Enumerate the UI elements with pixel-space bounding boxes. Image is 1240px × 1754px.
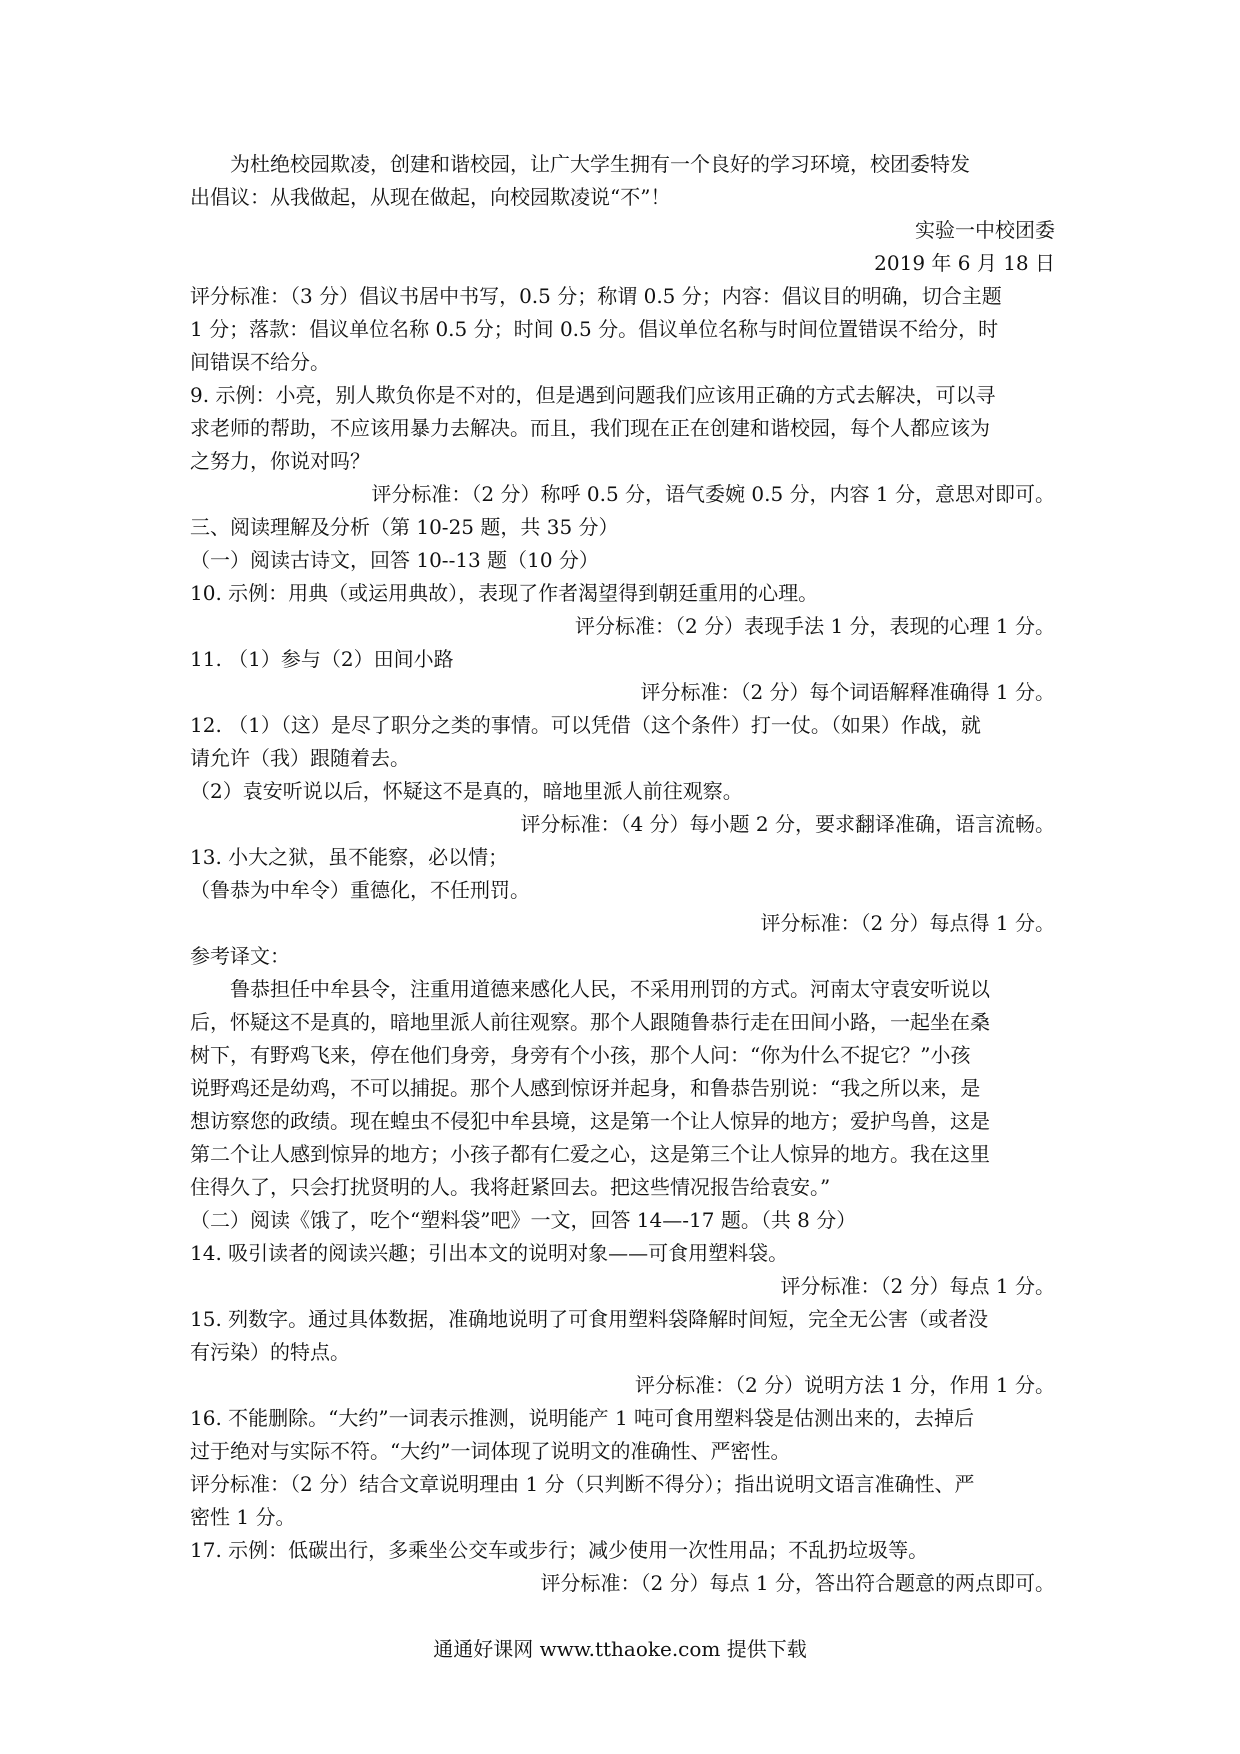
text-line: 为杜绝校园欺凌，创建和谐校园，让广大学生拥有一个良好的学习环境，校团委特发 — [230, 152, 970, 176]
answer-10: 10. 示例：用典（或运用典故），表现了作者渴望得到朝廷重用的心理。 — [190, 581, 819, 605]
translation-line: 说野鸡还是幼鸡，不可以捕捉。那个人感到惊讶并起身，和鲁恭告别说：“我之所以来，是 — [190, 1076, 981, 1100]
text-line: 间错误不给分。 — [190, 350, 330, 374]
translation-line: 想访察您的政绩。现在蝗虫不侵犯中牟县境，这是第一个让人惊异的地方；爱护鸟兽，这是 — [190, 1109, 990, 1133]
translation-heading: 参考译文： — [190, 944, 290, 968]
answer-11: 11. （1）参与（2）田间小路 — [190, 647, 454, 671]
subsection-heading: （二）阅读《饿了，吃个“塑料袋”吧》一文，回答 14—-17 题。（共 8 分） — [190, 1208, 857, 1232]
scoring-criteria: 评分标准：（2 分）每点 1 分，答出符合题意的两点即可。 — [540, 1571, 1055, 1595]
text-line: （鲁恭为中牟令）重德化，不任刑罚。 — [190, 878, 530, 902]
text-line: 请允许（我）跟随着去。 — [190, 746, 410, 770]
text-line: 过于绝对与实际不符。“大约”一词体现了说明文的准确性、严密性。 — [190, 1439, 791, 1463]
scoring-criteria: 评分标准：（4 分）每小题 2 分，要求翻译准确，语言流畅。 — [520, 812, 1055, 836]
translation-line: 树下，有野鸡飞来，停在他们身旁，身旁有个小孩，那个人问：“你为什么不捉它？”小孩 — [190, 1043, 971, 1067]
text-line: 有污染）的特点。 — [190, 1340, 350, 1364]
scoring-criteria: 评分标准：（2 分）称呼 0.5 分，语气委婉 0.5 分，内容 1 分，意思对即可。 — [371, 482, 1055, 506]
translation-line: 第二个让人感到惊异的地方；小孩子都有仁爱之心，这是第三个让人惊异的地方。我在这里 — [190, 1142, 990, 1166]
scoring-criteria: 评分标准：（2 分）表现手法 1 分，表现的心理 1 分。 — [575, 614, 1055, 638]
signature-date: 2019 年 6 月 18 日 — [874, 251, 1055, 275]
answer-15: 15. 列数字。通过具体数据，准确地说明了可食用塑料袋降解时间短，完全无公害（或者没 — [190, 1307, 989, 1331]
translation-line: 后，怀疑这不是真的，暗地里派人前往观察。那个人跟随鲁恭行走在田间小路，一起坐在桑 — [190, 1010, 990, 1034]
text-line: 出倡议：从我做起，从现在做起，向校园欺凌说“不”！ — [190, 185, 671, 209]
scoring-criteria: 评分标准：（2 分）每点 1 分。 — [780, 1274, 1055, 1298]
scoring-criteria: 评分标准：（2 分）说明方法 1 分，作用 1 分。 — [635, 1373, 1055, 1397]
scoring-criteria: 评分标准：（2 分）结合文章说明理由 1 分（只判断不得分）；指出说明文语言准确性、严 — [190, 1472, 975, 1496]
text-line: 评分标准：（3 分）倡议书居中书写，0.5 分；称谓 0.5 分；内容：倡议目的明确，切合主题 — [190, 284, 1002, 308]
text-line: （2）袁安听说以后，怀疑这不是真的，暗地里派人前往观察。 — [190, 779, 743, 803]
answer-9: 9. 示例：小亮，别人欺负你是不对的，但是遇到问题我们应该用正确的方式去解决，可以寻 — [190, 383, 996, 407]
translation-line: 鲁恭担任中牟县令，注重用道德来感化人民，不采用刑罚的方式。河南太守袁安听说以 — [230, 977, 990, 1001]
footer-text: 通通好课网 www.tthaoke.com 提供下载 — [433, 1637, 807, 1661]
answer-text — [190, 148, 1055, 1600]
answer-13: 13. 小大之狱，虽不能察，必以情； — [190, 845, 509, 869]
answer-16: 16. 不能删除。“大约”一词表示推测，说明能产 1 吨可食用塑料袋是估测出来的，去掉后 — [190, 1406, 975, 1430]
text-line: 1 分；落款：倡议单位名称 0.5 分；时间 0.5 分。倡议单位名称与时间位置错误不给分，时 — [190, 317, 999, 341]
signature-org: 实验一中校团委 — [915, 218, 1055, 242]
answer-12: 12. （1）（这）是尽了职分之类的事情。可以凭借（这个条件）打一仗。（如果）作战，就 — [190, 713, 981, 737]
subsection-heading: （一）阅读古诗文，回答 10--13 题（10 分） — [190, 548, 599, 572]
section-heading: 三、阅读理解及分析（第 10-25 题，共 35 分） — [190, 515, 619, 539]
text-line: 密性 1 分。 — [190, 1505, 296, 1529]
text-line: 之努力，你说对吗？ — [190, 449, 370, 473]
scoring-criteria: 评分标准：（2 分）每个词语解释准确得 1 分。 — [640, 680, 1055, 704]
text-line: 求老师的帮助，不应该用暴力去解决。而且，我们现在正在创建和谐校园，每个人都应该为 — [190, 416, 990, 440]
scoring-criteria: 评分标准：（2 分）每点得 1 分。 — [760, 911, 1055, 935]
translation-line: 住得久了，只会打扰贤明的人。我将赶紧回去。把这些情况报告给袁安。” — [190, 1175, 831, 1199]
answer-14: 14. 吸引读者的阅读兴趣；引出本文的说明对象——可食用塑料袋。 — [190, 1241, 789, 1265]
answer-17: 17. 示例：低碳出行，多乘坐公交车或步行；减少使用一次性用品；不乱扔垃圾等。 — [190, 1538, 929, 1562]
